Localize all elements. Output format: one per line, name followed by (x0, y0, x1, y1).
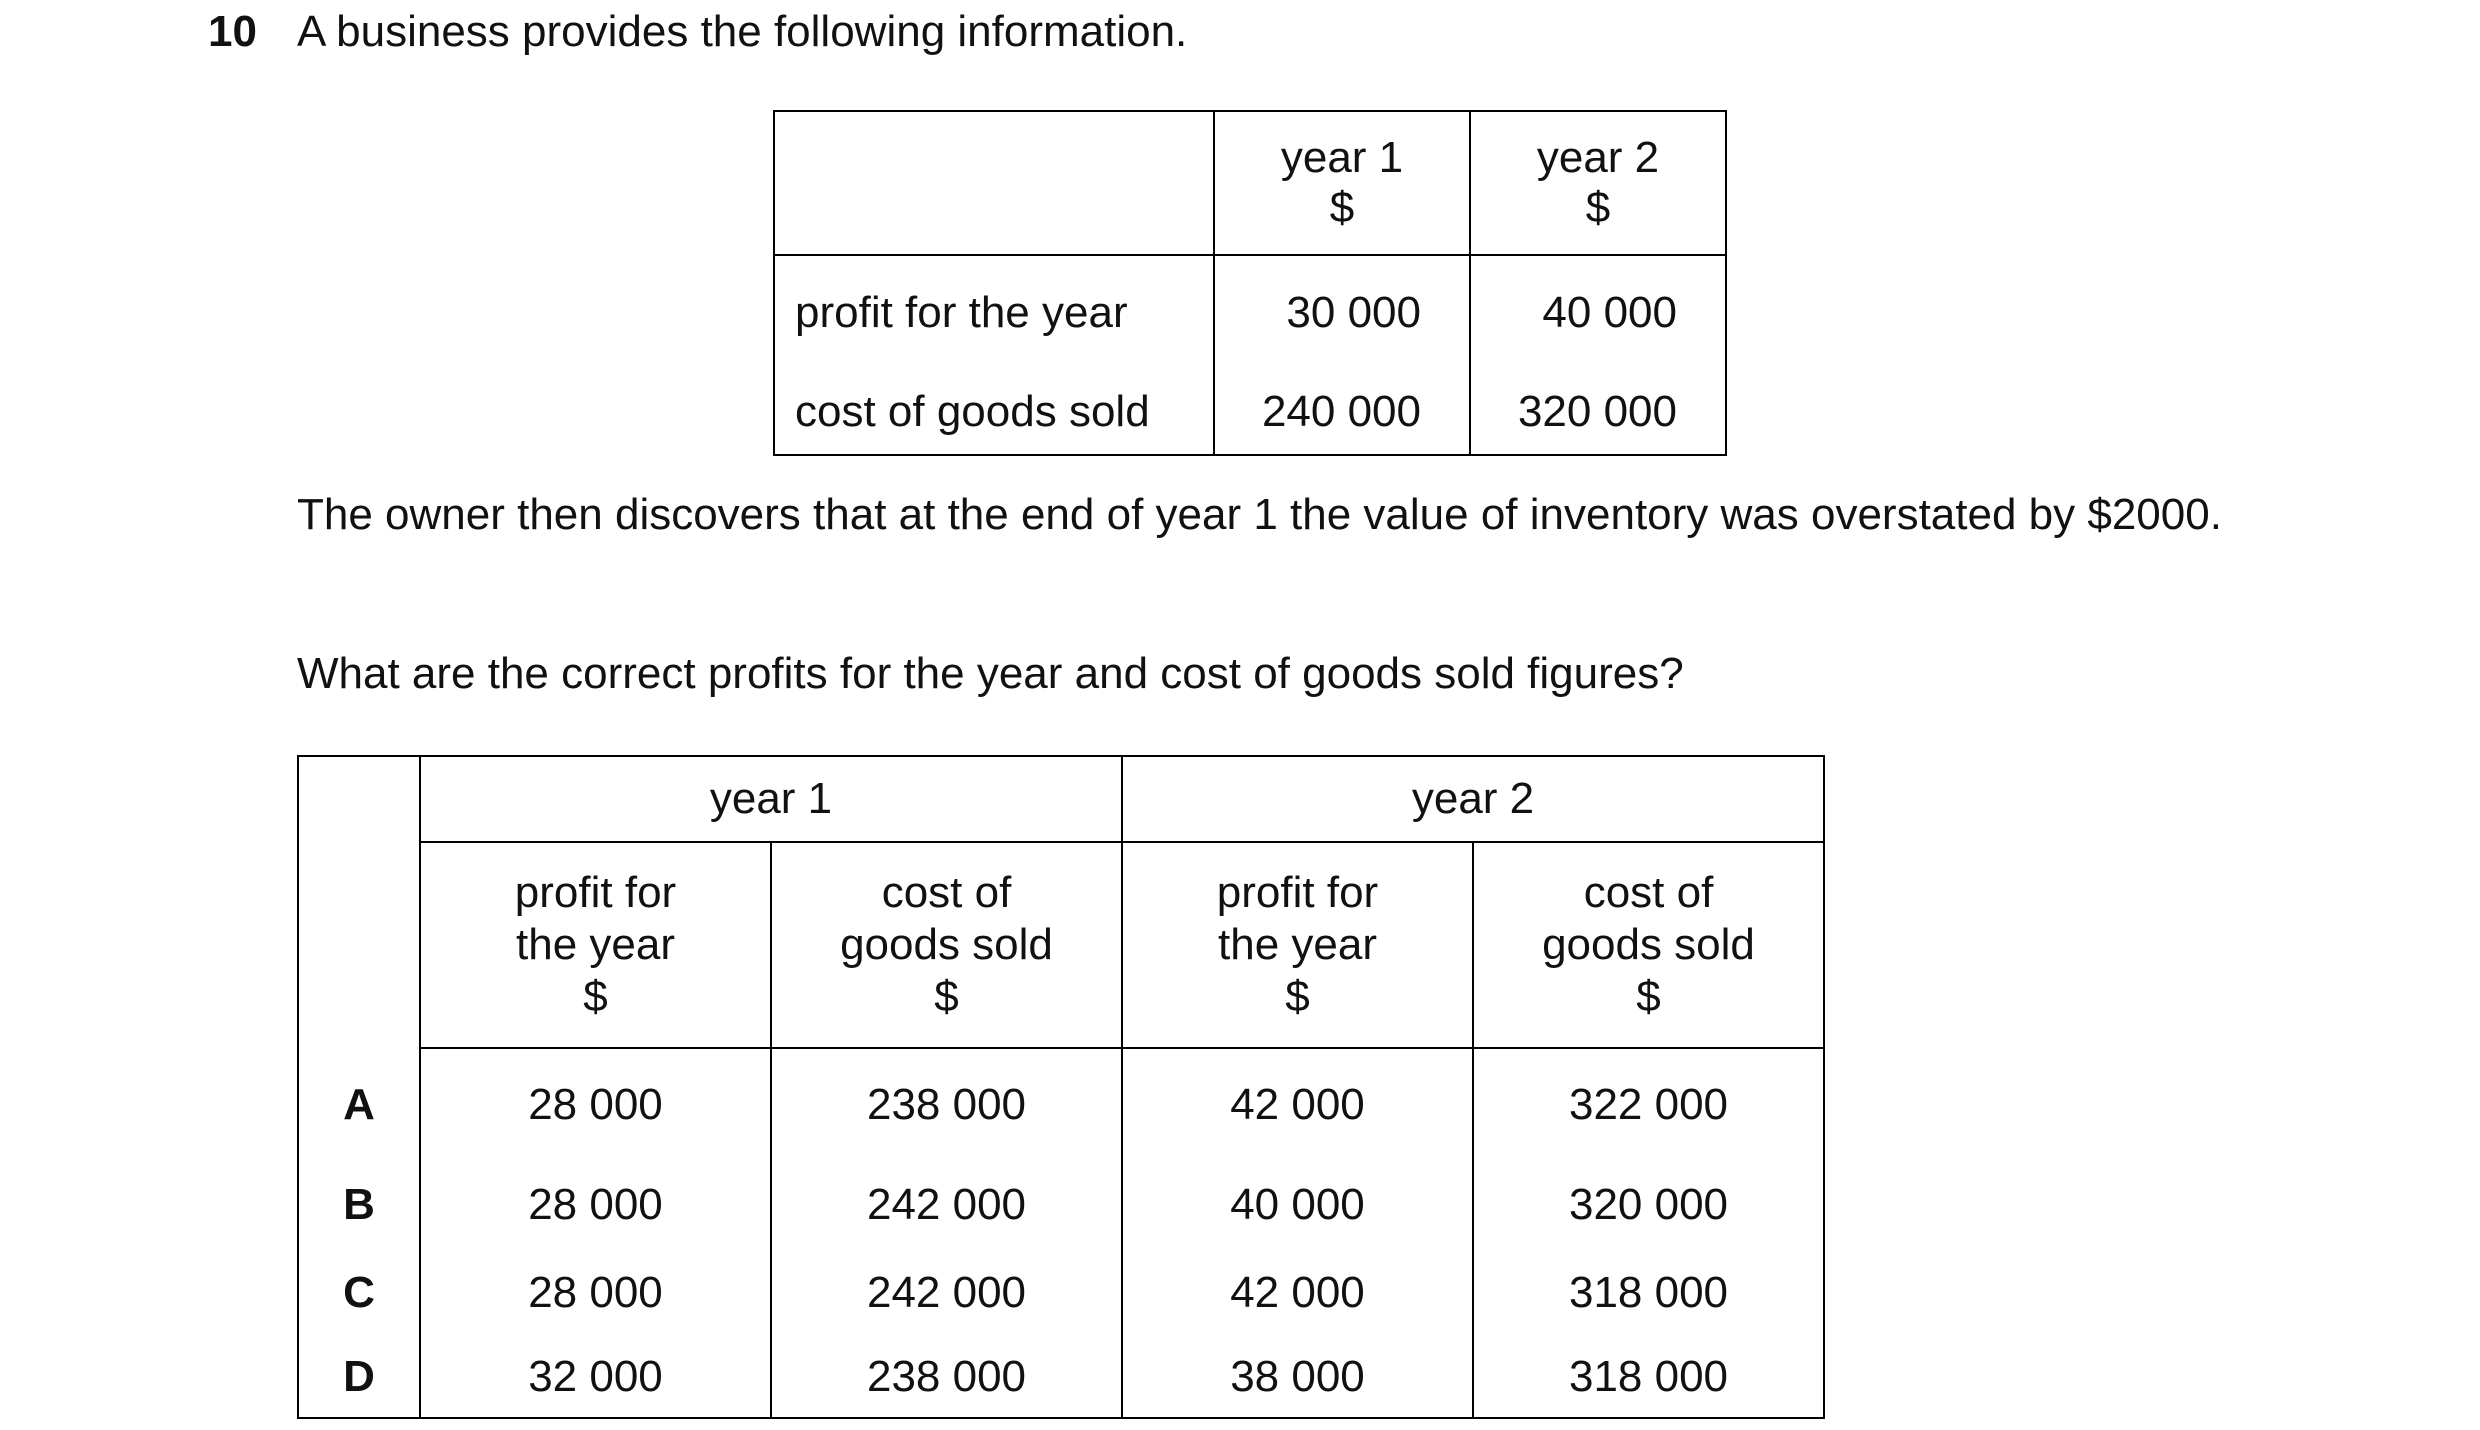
option-cell: 28 000 (420, 1048, 771, 1161)
option-cell: 320 000 (1473, 1161, 1824, 1249)
subheader-unit: $ (1636, 972, 1661, 1021)
option-cell: 28 000 (420, 1161, 771, 1249)
subheader-line: cost of (881, 868, 1012, 917)
subheader-line: goods sold (1542, 920, 1755, 969)
subheader-line: profit for (1216, 868, 1379, 917)
option-cell: 38 000 (1122, 1337, 1473, 1418)
options-subheader-y2-cogs (1473, 842, 1824, 1048)
paragraph-inventory-overstated: The owner then discovers that at the end of year 1 the value of inventory was overstated by $2000. (297, 490, 2222, 539)
options-table (297, 755, 1825, 1419)
options-subheader-y1-profit (420, 842, 771, 1048)
info-header-year1-label: year 1 (1280, 133, 1404, 182)
info-header-year2 (1470, 111, 1726, 255)
option-cell: 40 000 (1122, 1161, 1473, 1249)
info-cell: 40 000 (1470, 255, 1726, 369)
options-subheader-y1-cogs (771, 842, 1122, 1048)
option-row-d[interactable] (298, 1337, 1824, 1418)
option-cell: 42 000 (1122, 1048, 1473, 1161)
info-row-label: cost of goods sold (795, 386, 1150, 436)
option-row-a[interactable] (298, 1048, 1824, 1161)
option-cell: 238 000 (771, 1337, 1122, 1418)
option-cell: 322 000 (1473, 1048, 1824, 1161)
option-cell: 242 000 (771, 1249, 1122, 1337)
question-number: 10 (208, 7, 257, 56)
option-cell: 32 000 (420, 1337, 771, 1418)
subheader-unit: $ (934, 972, 959, 1021)
options-table-corner (298, 756, 420, 1048)
option-letter[interactable]: A (298, 1048, 420, 1161)
info-table-header-row (774, 111, 1726, 255)
option-cell: 318 000 (1473, 1337, 1824, 1418)
info-row-label: profit for the year (795, 287, 1128, 337)
options-year-header-row (298, 756, 1824, 842)
info-header-year1-unit: $ (1329, 183, 1355, 232)
options-header-year2: year 2 (1122, 756, 1824, 842)
option-cell: 318 000 (1473, 1249, 1824, 1337)
info-header-year2-unit: $ (1585, 183, 1611, 232)
option-cell: 242 000 (771, 1161, 1122, 1249)
subheader-line: the year (1218, 920, 1377, 969)
info-cell: 30 000 (1214, 255, 1470, 369)
option-cell: 42 000 (1122, 1249, 1473, 1337)
subheader-line: goods sold (840, 920, 1053, 969)
option-cell: 28 000 (420, 1249, 771, 1337)
option-letter[interactable]: C (298, 1249, 420, 1337)
info-cell: 240 000 (1214, 369, 1470, 455)
info-header-year1 (1214, 111, 1470, 255)
info-table-corner (774, 111, 1214, 255)
option-letter[interactable]: D (298, 1337, 420, 1418)
subheader-line: the year (516, 920, 675, 969)
option-row-b[interactable] (298, 1161, 1824, 1249)
subheader-unit: $ (1285, 972, 1310, 1021)
info-cell: 320 000 (1470, 369, 1726, 455)
subheader-unit: $ (583, 972, 608, 1021)
option-cell: 238 000 (771, 1048, 1122, 1161)
paragraph-question: What are the correct profits for the year and cost of goods sold figures? (297, 649, 1684, 698)
question-stem: A business provides the following information. (297, 7, 1188, 56)
subheader-line: cost of (1583, 868, 1714, 917)
info-table (773, 110, 1727, 456)
info-row-profit (774, 255, 1726, 369)
info-row-cogs (774, 369, 1726, 455)
option-row-c[interactable] (298, 1249, 1824, 1337)
info-header-year2-label: year 2 (1536, 133, 1660, 182)
subheader-line: profit for (514, 868, 677, 917)
option-letter[interactable]: B (298, 1161, 420, 1249)
options-subheader-y2-profit (1122, 842, 1473, 1048)
options-sub-header-row (298, 842, 1824, 1048)
options-header-year1: year 1 (420, 756, 1122, 842)
